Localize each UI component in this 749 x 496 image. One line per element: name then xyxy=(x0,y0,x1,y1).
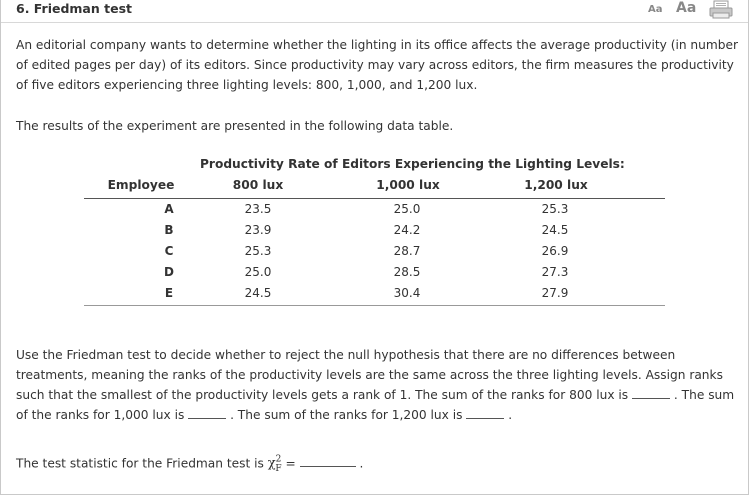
sum-ranks-800-input[interactable] xyxy=(632,386,670,399)
table-caption: Productivity Rate of Editors Experiencing the Lighting Levels: xyxy=(200,157,625,171)
value-cell: 25.0 xyxy=(393,202,421,216)
header-1200-lux: 1,200 lux xyxy=(524,178,588,192)
employee-cell: A xyxy=(164,202,174,216)
question-title: 6. Friedman test xyxy=(16,1,132,16)
table-top-rule xyxy=(84,198,665,199)
test-statistic-input[interactable] xyxy=(300,454,356,467)
decrease-font-button[interactable]: Aa xyxy=(648,4,663,15)
increase-font-button[interactable]: Aa xyxy=(676,0,697,16)
sum-ranks-1000-input[interactable] xyxy=(188,406,226,419)
value-cell: 23.9 xyxy=(244,223,272,237)
question-text-1: Use the Friedman test to decide whether to reject the null hypothesis that there are no differences between treatments, meaning the ranks of the productivity levels are the same across the three lighting levels. Assign ranks such that the smallest of the productivity levels gets a rank of 1. The sum of the ranks for 800 lux is xyxy=(16,348,723,402)
print-icon[interactable] xyxy=(709,0,733,19)
employee-cell: E xyxy=(164,286,174,300)
value-cell: 24.2 xyxy=(393,223,421,237)
value-cell: 30.4 xyxy=(393,286,421,300)
question-text-4: . xyxy=(508,408,513,422)
table-bottom-rule xyxy=(84,305,665,306)
results-line: The results of the experiment are presented in the following data table. xyxy=(16,119,454,133)
test-statistic-period: . xyxy=(359,456,364,471)
value-cell: 27.9 xyxy=(541,286,569,300)
value-cell: 26.9 xyxy=(541,244,569,258)
question-text-2: . The sum of the ranks for 1,000 lux is xyxy=(16,388,735,422)
value-cell: 23.5 xyxy=(244,202,272,216)
header-employee: Employee xyxy=(107,178,175,192)
value-cell: 24.5 xyxy=(541,223,569,237)
test-statistic-label: The test statistic for the Friedman test is xyxy=(16,456,264,471)
employee-cell: D xyxy=(164,265,174,279)
employee-cell: B xyxy=(164,223,174,237)
header-1000-lux: 1,000 lux xyxy=(376,178,440,192)
value-cell: 24.5 xyxy=(244,286,272,300)
question-paragraph xyxy=(16,345,736,425)
value-cell: 25.0 xyxy=(244,265,272,279)
value-cell: 28.7 xyxy=(393,244,421,258)
value-cell: 25.3 xyxy=(244,244,272,258)
question-header xyxy=(1,0,748,23)
value-cell: 25.3 xyxy=(541,202,569,216)
equals-sign: = xyxy=(285,456,296,471)
intro-paragraph: An editorial company wants to determine whether the lighting in its office affects the average productivity (in number of edited pages per day) of its editors. Since productivity may vary across editors, the firm measures the productivity of five editors experiencing three lighting levels: 800, 1,000, and 1,200 lux. xyxy=(16,38,739,92)
question-text-3: . The sum of the ranks for 1,200 lux is xyxy=(230,408,463,422)
chi-square-symbol: $\chi^2_F$ xyxy=(267,455,282,474)
test-statistic-line xyxy=(16,450,363,479)
header-800-lux: 800 lux xyxy=(232,178,284,192)
value-cell: 28.5 xyxy=(393,265,421,279)
value-cell: 27.3 xyxy=(541,265,569,279)
employee-cell: C xyxy=(164,244,174,258)
sum-ranks-1200-input[interactable] xyxy=(466,406,504,419)
